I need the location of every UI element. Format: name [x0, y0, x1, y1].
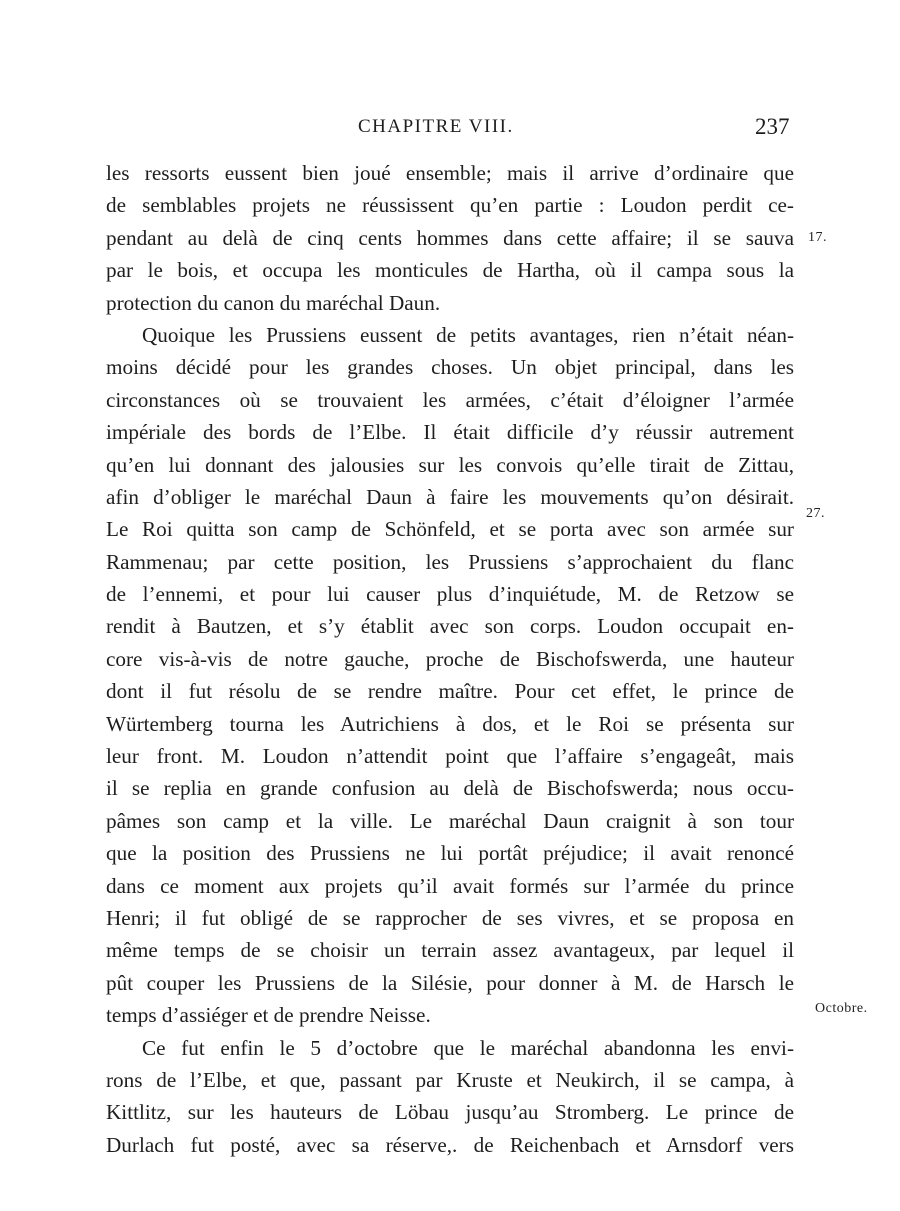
text-line: rons de l’Elbe, et que, passant par Kruste et Neukirch, il se campa, à: [106, 1067, 794, 1092]
text-line: circonstances où se trouvaient les armées, c’était d’éloigner l’armée: [106, 387, 794, 412]
text-line: rendit à Bautzen, et s’y établit avec son corps. Loudon occupait en-: [106, 614, 794, 639]
text-line: les ressorts eussent bien joué ensemble; mais il arrive d’ordinaire que: [106, 161, 794, 185]
paragraph-start-line: Ce fut enfin le 5 d’octobre que le maréchal abandonna les envi-: [142, 1035, 794, 1060]
text-line: afin d’obliger le maréchal Daun à faire les mouvements qu’on désirait.: [106, 484, 794, 509]
margin-date-note: 17.: [808, 230, 827, 245]
margin-date-note: 27.: [806, 506, 825, 521]
text-line: Durlach fut posté, avec sa réserve,. de Reichenbach et Arnsdorf vers: [106, 1132, 794, 1157]
text-line: Henri; il fut obligé de se rapprocher de ses vivres, et se proposa en: [106, 905, 794, 930]
text-line: core vis-à-vis de notre gauche, proche de Bischofswerda, une hauteur: [106, 646, 794, 671]
text-line: temps d’assiéger et de prendre Neisse.: [106, 1003, 431, 1028]
text-line: pâmes son camp et la ville. Le maréchal Daun craignit à son tour: [106, 808, 794, 833]
text-line: moins décidé pour les grandes choses. Un objet principal, dans les: [106, 355, 794, 380]
page-number: 237: [755, 114, 790, 139]
text-line: de l’ennemi, et pour lui causer plus d’inquiétude, M. de Retzow se: [106, 582, 794, 607]
text-line: impériale des bords de l’Elbe. Il était difficile d’y réussir autrement: [106, 420, 794, 445]
running-head: [0, 116, 900, 146]
text-line: Le Roi quitta son camp de Schönfeld, et se porta avec son armée sur: [106, 517, 794, 542]
paragraph-start-line: Quoique les Prussiens eussent de petits avantages, rien n’était néan-: [142, 322, 794, 347]
text-line: pût couper les Prussiens de la Silésie, pour donner à M. de Harsch le: [106, 970, 794, 995]
text-line: protection du canon du maréchal Daun.: [106, 290, 441, 315]
text-line: pendant au delà de cinq cents hommes dans cette affaire; il se sauva: [106, 225, 794, 250]
margin-month-note: Octobre.: [815, 1001, 868, 1016]
text-line: qu’en lui donnant des jalousies sur les convois qu’elle tirait de Zittau,: [106, 452, 794, 477]
text-line: de semblables projets ne réussissent qu’en partie : Loudon perdit ce-: [106, 193, 794, 218]
text-line: Würtemberg tourna les Autrichiens à dos, et le Roi se présenta sur: [106, 711, 794, 736]
chapter-title: CHAPITRE VIII.: [358, 116, 514, 137]
text-line: leur front. M. Loudon n’attendit point que l’affaire s’engageât, mais: [106, 744, 794, 769]
text-line: il se replia en grande confusion au delà de Bischofswerda; nous occu-: [106, 776, 794, 801]
text-line: dans ce moment aux projets qu’il avait formés sur l’armée du prince: [106, 873, 794, 898]
text-line: Kittlitz, sur les hauteurs de Löbau jusqu’au Stromberg. Le prince de: [106, 1100, 794, 1125]
text-line: par le bois, et occupa les monticules de Hartha, où il campa sous la: [106, 258, 794, 283]
text-line: que la position des Prussiens ne lui portât préjudice; il avait renoncé: [106, 841, 794, 866]
text-line: même temps de se choisir un terrain assez avantageux, par lequel il: [106, 938, 794, 963]
body-text: [106, 157, 794, 1161]
text-line: Rammenau; par cette position, les Prussiens s’approchaient du flanc: [106, 549, 794, 574]
text-line: dont il fut résolu de se rendre maître. Pour cet effet, le prince de: [106, 679, 794, 704]
